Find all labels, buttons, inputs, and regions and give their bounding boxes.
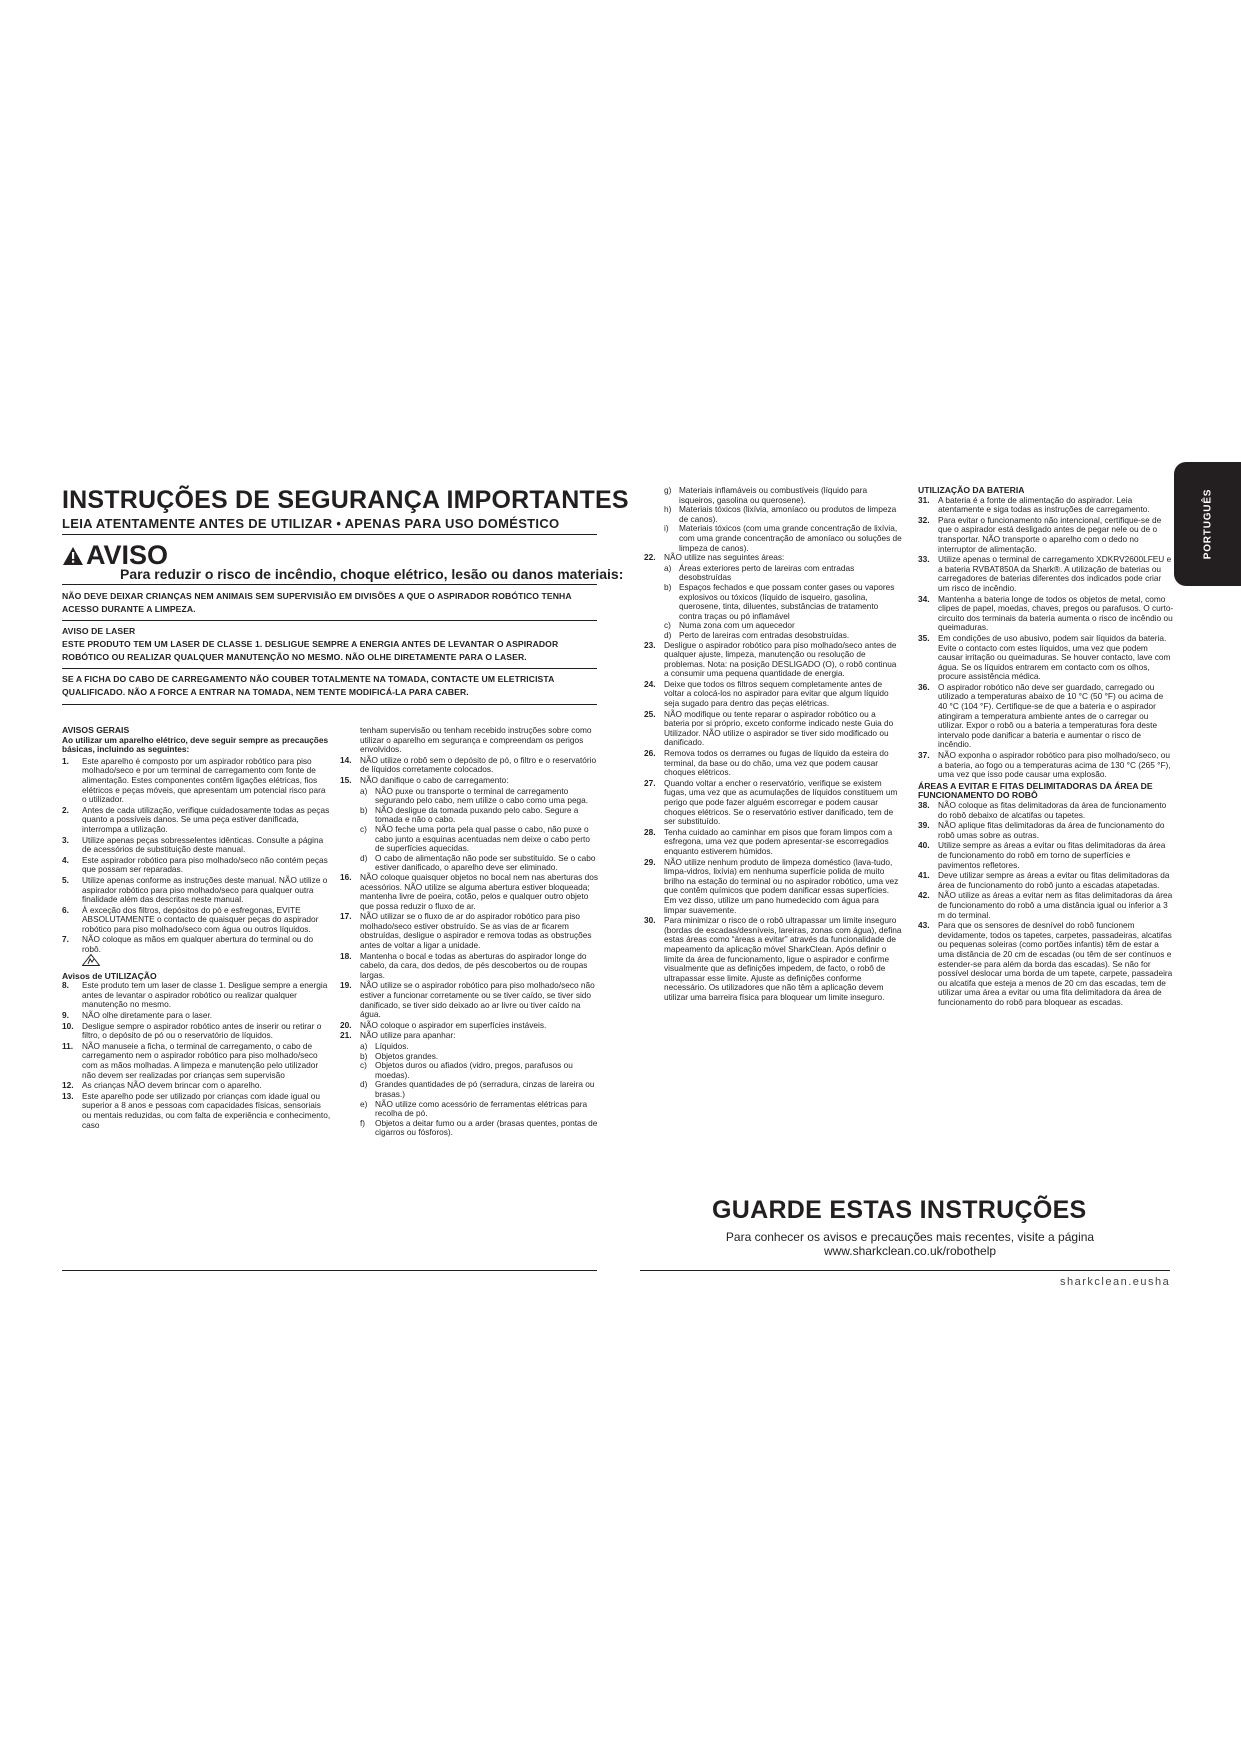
item-number: 38. bbox=[918, 800, 930, 810]
list-item bbox=[918, 821, 1174, 840]
list-item bbox=[644, 828, 902, 857]
item-number: 29. bbox=[644, 856, 656, 867]
item-number: a) bbox=[360, 785, 368, 796]
list-item bbox=[62, 876, 332, 905]
section-heading: UTILIZAÇÃO DA BATERIA bbox=[918, 485, 1025, 495]
item-number: 20. bbox=[340, 1019, 352, 1030]
item-number: 37. bbox=[918, 750, 930, 761]
item-number: 24. bbox=[644, 678, 656, 689]
item-number: 42. bbox=[918, 890, 930, 901]
continued-text: tenham supervisão ou tenham recebido instruções sobre como utilizar o aparelho em segurança e compreendam os perigos envolvidos. bbox=[360, 725, 592, 755]
item-text: Materiais tóxicos (com uma grande concentração de lixívia, com uma grande concentração de amoníaco ou soluções de limpeza de canos). bbox=[679, 523, 902, 553]
item-number: d) bbox=[360, 1079, 368, 1090]
language-tab-label: PORTUGUÊS bbox=[1202, 488, 1213, 560]
sub-list-item bbox=[360, 1119, 598, 1138]
sub-list-item bbox=[360, 854, 598, 873]
section-heading: ÁREAS A EVITAR E FITAS DELIMITADORAS DA ÁREA DE FUNCIONAMENTO DO ROBÔ bbox=[918, 780, 1153, 801]
list-item bbox=[644, 916, 902, 1002]
item-text: NÃO utilize para apanhar: bbox=[360, 1030, 456, 1041]
warning-word: AVISO bbox=[86, 540, 169, 570]
sub-list-item bbox=[360, 825, 598, 854]
item-number: i) bbox=[664, 523, 669, 534]
item-number: 13. bbox=[62, 1090, 74, 1101]
item-number: 25. bbox=[644, 708, 656, 719]
item-number: 28. bbox=[644, 826, 656, 837]
section-heading: Avisos de UTILIZAÇÃO bbox=[62, 970, 157, 981]
plug-notice: SE A FICHA DO CABO DE CARREGAMENTO NÃO COUBER TOTALMENTE NA TOMADA, CONTACTE UM ELETRICISTA QUALIFICADO. NÃO A FORCE A ENTRAR NA TOMADA, NEM TENTE MODIFICÁ-LA PARA CABER. bbox=[62, 674, 555, 697]
list-item bbox=[62, 981, 332, 1010]
item-number: g) bbox=[664, 485, 672, 495]
item-text: Utilize sempre as áreas a evitar ou fitas delimitadoras da área de funcionamento do robô em torno de superfícies e pavimentos refletores. bbox=[938, 840, 1166, 870]
item-number: 18. bbox=[340, 950, 352, 961]
item-number: 19. bbox=[340, 980, 352, 991]
item-text: NÃO olhe diretamente para o laser. bbox=[82, 1010, 213, 1021]
item-text: À exceção dos filtros, depósitos do pó e esfregonas, EVITE ABSOLUTAMENTE o contacto de quaisquer peças do aspirador robótico para piso molhado/seco com água ou outros líquidos. bbox=[82, 904, 319, 934]
list-item bbox=[340, 952, 598, 981]
list-item bbox=[62, 1042, 332, 1080]
item-number: 10. bbox=[62, 1020, 74, 1031]
divider bbox=[62, 704, 597, 705]
item-number: 9. bbox=[62, 1010, 69, 1021]
item-number: b) bbox=[664, 581, 672, 592]
item-text: NÃO utilize as áreas a evitar nem as fitas delimitadoras da área de funcionamento do robô a uma distância igual ou inferior a 3 m do terminal. bbox=[938, 890, 1173, 920]
item-text: Para evitar o funcionamento não intencional, certifique-se de que o aspirador está desligado antes de pegar nele ou de o transportar. NÃO transporte o aparelho com o dedo no interruptor de alimentação. bbox=[938, 514, 1162, 554]
item-number: 33. bbox=[918, 554, 930, 565]
item-text: Utilize apenas o terminal de carregamento XDKRV2600LFEU e a bateria RVBAT850A da Shark®. A utilização de baterias ou carregadores de baterias diferentes dos indicados pode criar um risco de incêndio. bbox=[938, 554, 1172, 593]
list-item bbox=[644, 749, 902, 778]
list-item bbox=[918, 841, 1174, 870]
list-item bbox=[340, 1031, 598, 1041]
item-number: c) bbox=[360, 1060, 367, 1071]
list-item bbox=[918, 516, 1174, 554]
page-subtitle: LEIA ATENTAMENTE ANTES DE UTILIZAR • APENAS PARA USO DOMÉSTICO bbox=[62, 516, 560, 531]
item-text: NÃO aplique fitas delimitadoras da área de funcionamento do robô umas sobre as outras. bbox=[938, 820, 1165, 840]
website-tagline: Para conhecer os avisos e precauções mais recentes, visite a página www.sharkclean.co.uk/robothelp bbox=[725, 1230, 1095, 1258]
site-footer: sharkclean.eusha bbox=[1060, 1276, 1171, 1288]
item-number: 27. bbox=[644, 777, 656, 788]
divider bbox=[640, 1270, 1170, 1271]
item-text: Em condições de uso abusivo, podem sair líquidos da bateria. Evite o contacto com estes líquidos, uma vez que podem causar irritação ou queimaduras. Se houver contacto, lave com água. Se os líquidos entrarem em contacto com os olhos, procure assistência médica. bbox=[938, 632, 1171, 682]
item-number: 17. bbox=[340, 911, 352, 922]
list-item bbox=[340, 776, 598, 786]
item-number: 26. bbox=[644, 748, 656, 759]
column-usage-warnings bbox=[340, 726, 598, 1138]
list-item bbox=[340, 756, 598, 775]
item-text: Materiais inflamáveis ou combustíveis (líquido para isqueiros, gasolina ou querosene). bbox=[679, 485, 868, 505]
item-text: Objetos grandes. bbox=[375, 1050, 439, 1061]
sub-list-item bbox=[664, 583, 902, 621]
laser-notice-text: ESTE PRODUTO TEM UM LASER DE CLASSE 1. DESLIGUE SEMPRE A ENERGIA ANTES DE LEVANTAR O ASPIRADOR ROBÓTICO OU REALIZAR QUALQUER MANUTENÇÃO NO MESMO. NÃO OLHE DIRETAMENTE PARA O LASER. bbox=[62, 639, 559, 662]
item-number: 5. bbox=[62, 874, 69, 885]
item-text: Mantenha o bocal e todas as aberturas do aspirador longe do cabelo, da cara, dos dedos, de pés descobertos ou de roupas largas. bbox=[360, 950, 588, 980]
sub-list-item bbox=[664, 486, 902, 505]
item-text: Materiais tóxicos (lixívia, amoníaco ou produtos de limpeza de canos). bbox=[679, 504, 897, 524]
list-item bbox=[644, 710, 902, 748]
item-text: Grandes quantidades de pó (serradura, cinzas de lareira ou brasas.) bbox=[375, 1079, 595, 1099]
divider bbox=[62, 668, 597, 669]
item-number: 8. bbox=[62, 980, 69, 991]
list-item bbox=[644, 641, 902, 679]
hand-warning-row bbox=[82, 954, 332, 966]
divider bbox=[62, 1270, 597, 1271]
item-text: NÃO exponha o aspirador robótico para piso molhado/seco, ou a bateria, ao fogo ou a temperaturas acima de 130 °C (265 °F), uma vez que isso pode causar uma explosão. bbox=[938, 750, 1171, 780]
item-number: f) bbox=[360, 1117, 366, 1128]
item-text: NÃO danifique o cabo de carregamento: bbox=[360, 774, 509, 785]
item-text: Este aparelho é composto por um aspirador robótico para piso molhado/seco e por um terminal de carregamento com fonte de alimentação. Estes componentes contêm ligações elétricas, fios elétricos e peças móveis, que apresentam um potencial risco para o utilizador. bbox=[82, 755, 326, 805]
item-number: 12. bbox=[62, 1080, 74, 1091]
list-item bbox=[62, 1022, 332, 1041]
item-number: 14. bbox=[340, 754, 352, 765]
item-text: NÃO desligue da tomada puxando pelo cabo. Segure a tomada e não o cabo. bbox=[375, 804, 579, 825]
list-item bbox=[918, 871, 1174, 890]
item-text: Para que os sensores de desnível do robô funcionem devidamente, todos os tapetes, carpetes, passadeiras, alcatifas ou pequenas soleiras (como portões infantis) têm de estar a uma distância de 20 cm de escadas (ou têm de ser contínuos e estender-se para além da borda das escadas). Se não for possível deslocar uma borda de um tapete, carpete, passadeira ou alcatifa que esteja a menos de 20 cm das escadas, tem de utilizar uma área a evitar ou uma fita delimitadora da área de funcionamento do robô para bloquear as escadas. bbox=[938, 920, 1173, 1007]
hand-warning-icon bbox=[82, 954, 100, 966]
item-number: 3. bbox=[62, 834, 69, 845]
item-number: c) bbox=[664, 620, 671, 631]
list-item bbox=[340, 981, 598, 1019]
column-usage-continued bbox=[644, 486, 902, 1003]
list-item: 22. NÃO utilize nas seguintes áreas: bbox=[644, 552, 785, 563]
item-number: 34. bbox=[918, 593, 930, 604]
item-number: 15. bbox=[340, 774, 352, 785]
sub-list-item bbox=[360, 1100, 598, 1119]
section-heading: AVISOS GERAIS bbox=[62, 725, 130, 735]
list-item bbox=[62, 1011, 332, 1021]
item-number: b) bbox=[360, 804, 368, 815]
item-number: 35. bbox=[918, 632, 930, 643]
sub-list-item bbox=[360, 806, 598, 825]
item-number: a) bbox=[360, 1041, 368, 1051]
item-text: NÃO utilize nenhum produto de limpeza doméstico (lava-tudo, limpa-vidros, lixívia) em nenhuma superfície polida de muito brilho na estação do terminal ou no aspirador robótico, uma vez que contêm químicos que podem danificar essas superfícies. Em vez disso, utilize um pano humedecido com água para limpar suavemente. bbox=[664, 856, 899, 915]
list-item bbox=[918, 496, 1174, 515]
item-text: NÃO utilize se o aspirador robótico para piso molhado/seco não estiver a funcionar corretamente ou se tiver caído, se tiver sido danificado, se tiver sido deixado ao ar livre ou tiver caído na água. bbox=[360, 980, 595, 1020]
item-number: d) bbox=[664, 629, 672, 640]
item-text: Remova todos os derrames ou fugas de líquido da esteira do terminal, da base ou do chão, uma vez que podem causar choques elétricos. bbox=[664, 748, 889, 778]
item-number: 4. bbox=[62, 854, 69, 865]
item-text: Perto de lareiras com entradas desobstruídas. bbox=[679, 629, 850, 640]
list-item bbox=[340, 912, 598, 950]
item-text: Para minimizar o risco de o robô ultrapassar um limite inseguro (bordas de escadas/desníveis, lareiras, zonas com água), defina estas áreas como “áreas a evitar” através da funcionalidade de mapeamento da aplicação móvel SharkClean. Após definir o limite da área de funcionamento, ligue o aspirador e confirme visualmente que as definições impedem, de facto, o robô de ultrapassar esse limite. Ajuste as definições conforme necessário. Os utilizadores que não têm a aplicação devem utilizar uma barreira física para bloquear um limite inseguro. bbox=[664, 915, 902, 1002]
item-text: Líquidos. bbox=[375, 1041, 409, 1051]
list-item bbox=[340, 873, 598, 911]
children-notice: NÃO DEVE DEIXAR CRIANÇAS NEM ANIMAIS SEM SUPERVISIÃO EM DIVISÕES A QUE O ASPIRADOR ROBÓTICO TENHA ACESSO DURANTE A LIMPEZA. bbox=[62, 591, 572, 614]
item-text: NÃO puxe ou transporte o terminal de carregamento segurando pelo cabo, nem utilize o cabo como uma pega. bbox=[375, 785, 589, 806]
column-general-warnings bbox=[62, 726, 332, 1131]
divider bbox=[62, 534, 597, 535]
item-number: 16. bbox=[340, 871, 352, 882]
list-item bbox=[62, 1081, 332, 1091]
list-item bbox=[62, 757, 332, 805]
item-number: c) bbox=[360, 823, 367, 834]
list-item bbox=[644, 858, 902, 916]
column-battery bbox=[918, 486, 1174, 1008]
item-text: Utilize apenas peças sobresselentes idênticas. Consulte a página de acessórios de substituição deste manual. bbox=[82, 834, 324, 855]
item-text: Utilize apenas conforme as instruções deste manual. NÃO utilize o aspirador robótico para piso molhado/seco para qualquer outra finalidade além das descritas neste manual. bbox=[82, 874, 328, 905]
language-tab bbox=[1174, 462, 1241, 586]
item-text: Desligue o aspirador robótico para piso molhado/seco antes de qualquer ajuste, limpeza, manutenção ou resolução de problemas. Nota: na posição DESLIGADO (O), o robô continua a consumir uma pequena quantidade de energia. bbox=[664, 639, 897, 679]
warning-subheading: Para reduzir o risco de incêndio, choque elétrico, lesão ou danos materiais: bbox=[120, 566, 624, 582]
item-number: 23. bbox=[644, 639, 656, 650]
item-text: Numa zona com um aquecedor bbox=[679, 620, 795, 631]
item-text: NÃO manuseie a ficha, o terminal de carregamento, o cabo de carregamento nem o aspirador robótico para piso molhado/seco com as mãos molhadas. A limpeza e manutenção pelo utilizador não devem ser realizadas por crianças sem supervisão bbox=[82, 1040, 319, 1080]
item-text: A bateria é a fonte de alimentação do aspirador. Leia atentamente e siga todas as instruções de carregamento. bbox=[938, 494, 1150, 515]
section-intro: Ao utilizar um aparelho elétrico, deve seguir sempre as precauções básicas, incluindo as seguintes: bbox=[62, 734, 329, 755]
item-text: NÃO utilize o robô sem o depósito de pó, o filtro e o reservatório de líquidos corretamente colocados. bbox=[360, 754, 597, 775]
list-item bbox=[644, 680, 902, 709]
list-item bbox=[62, 836, 332, 855]
list-item bbox=[918, 595, 1174, 633]
sub-list-item bbox=[360, 1080, 598, 1099]
sub-list-item bbox=[360, 1061, 598, 1080]
item-text: Tenha cuidado ao caminhar em pisos que foram limpos com a esfregona, uma vez que podem apresentar-se escorregadios enquanto estiverem húmidos. bbox=[664, 826, 893, 856]
list-item bbox=[340, 1021, 598, 1031]
item-number: 21. bbox=[340, 1030, 352, 1041]
list-item bbox=[62, 906, 332, 935]
item-text: NÃO feche uma porta pela qual passe o cabo, não puxe o cabo junto a esquinas acentuadas nem deixe o cabo perto de superfícies aquecidas. bbox=[375, 823, 590, 854]
item-number: 7. bbox=[62, 934, 69, 945]
item-number: h) bbox=[664, 504, 672, 515]
sub-list-item bbox=[664, 505, 902, 524]
item-text: Quando voltar a encher o reservatório, verifique se existem fugas, uma vez que as acumulações de líquidos constituem um perigo que pode fazer alguém escorregar e podem causar choques elétricos. Se o reservatório estiver danificado, tem de ser substituído. bbox=[664, 777, 898, 827]
item-number: 36. bbox=[918, 681, 930, 692]
list-item bbox=[918, 921, 1174, 1007]
item-number: 31. bbox=[918, 494, 930, 505]
page-title: INSTRUÇÕES DE SEGURANÇA IMPORTANTES bbox=[62, 486, 629, 514]
item-text: O cabo de alimentação não pode ser substituído. Se o cabo estiver danificado, o aparelho deve ser eliminado. bbox=[375, 852, 596, 873]
item-number: 41. bbox=[918, 870, 930, 881]
item-text: Este aparelho pode ser utilizado por crianças com idade igual ou superior a 8 anos e pessoas com capacidades físicas, sensoriais ou mentais reduzidas, ou com falta de experiência e conhecimento, caso bbox=[82, 1090, 331, 1130]
item-text: Desligue sempre o aspirador robótico antes de inserir ou retirar o filtro, o depósito de pó ou o reservatório de líquidos. bbox=[82, 1020, 322, 1041]
item-text: Este produto tem um laser de classe 1. Desligue sempre a energia antes de levantar o aspirador robótico ou realizar qualquer manutenção no mesmo. bbox=[82, 980, 328, 1010]
item-text: Deve utilizar sempre as áreas a evitar ou fitas delimitadoras da área de funcionamento do robô junto a escadas atapetadas. bbox=[938, 870, 1170, 890]
save-instructions-title: GUARDE ESTAS INSTRUÇÕES bbox=[712, 1196, 1087, 1224]
list-item bbox=[918, 555, 1174, 593]
sub-list-item bbox=[360, 787, 598, 806]
item-number: 2. bbox=[62, 804, 69, 815]
item-text: As crianças NÃO devem brincar com o aparelho. bbox=[82, 1080, 262, 1091]
item-text: Objetos duros ou afiados (vidro, pregos, parafusos ou moedas). bbox=[375, 1060, 573, 1080]
item-number: 32. bbox=[918, 514, 930, 525]
list-item bbox=[918, 683, 1174, 750]
item-text: Este aspirador robótico para piso molhado/seco não contém peças que possam ser reparadas. bbox=[82, 854, 328, 875]
item-text: NÃO coloque as mãos em qualquer abertura do terminal ou do robô. bbox=[82, 934, 314, 955]
item-text: NÃO coloque o aspirador em superfícies instáveis. bbox=[360, 1019, 547, 1030]
item-text: Áreas exteriores perto de lareiras com entradas desobstruídas bbox=[679, 562, 855, 583]
laser-notice-heading: AVISO DE LASER bbox=[62, 626, 136, 636]
list-item bbox=[62, 806, 332, 835]
sub-list-item bbox=[664, 524, 902, 553]
item-text: Espaços fechados e que possam conter gases ou vapores explosivos ou tóxicos (líquido de isqueiro, gasolina, querosene, tinta, diluentes, substâncias de tratamento contra traças ou pó inflamável bbox=[679, 581, 895, 621]
item-text: Mantenha a bateria longe de todos os objetos de metal, como clipes de papel, moedas, chaves, pregos ou parafusos. O curto-circuito dos terminais da bateria aumenta o risco de incêndio ou queimaduras. bbox=[938, 593, 1174, 633]
item-text: NÃO coloque quaisquer objetos no bocal nem nas aberturas dos acessórios. NÃO utilize se alguma abertura estiver bloqueada; mantenha livre de poeira, cotão, pelos e qualquer outro objeto que possa reduzir o fluxo de ar. bbox=[360, 871, 598, 911]
list-item bbox=[644, 779, 902, 827]
item-number: e) bbox=[360, 1098, 368, 1109]
sub-list-item bbox=[664, 564, 902, 583]
item-text: Deixe que todos os filtros sequem completamente antes de voltar a colocá-los no aspirador para evitar que algum líquido seja sugado para dentro das peças elétricas. bbox=[664, 678, 889, 709]
list-item bbox=[62, 1092, 332, 1130]
item-number: 40. bbox=[918, 840, 930, 851]
item-text: Antes de cada utilização, verifique cuidadosamente todas as peças quanto a possíveis danos. Se uma peça estiver danificada, interrompa a utilização. bbox=[82, 804, 330, 834]
item-text: NÃO utilize como acessório de ferramentas elétricas para recolha de pó. bbox=[375, 1098, 588, 1119]
item-number: b) bbox=[360, 1050, 368, 1061]
item-text: NÃO coloque as fitas delimitadoras da área de funcionamento do robô debaixo de alcatifas ou tapetes. bbox=[938, 800, 1167, 820]
list-item bbox=[918, 751, 1174, 780]
item-number: a) bbox=[664, 562, 672, 573]
warning-triangle-icon bbox=[62, 546, 84, 566]
item-number: d) bbox=[360, 852, 368, 863]
item-text: NÃO modifique ou tente reparar o aspirador robótico ou a bateria por si próprio, exceto conforme indicado neste Guia do Utilizador. NÃO utilize o aspirador se tiver sido modificado ou danificado. bbox=[664, 708, 894, 748]
item-number: 43. bbox=[918, 920, 930, 931]
list-item bbox=[918, 891, 1174, 920]
list-item bbox=[918, 801, 1174, 820]
divider bbox=[62, 620, 597, 621]
list-item bbox=[918, 634, 1174, 682]
list-item bbox=[62, 935, 332, 954]
list-item bbox=[62, 856, 332, 875]
item-text: O aspirador robótico não deve ser guardado, carregado ou utilizado a temperaturas abaixo de 10 °C (50 °F) ou acima de 40 °C (104 °F). Certifique-se de que a bateria e o aspirador atingiram a temperatura ambiente antes de o carregar ou utilizar. Expor o robô ou a bateria a temperaturas fora deste intervalo pode danificar a bateria e aumentar o risco de incêndio. bbox=[938, 681, 1164, 750]
divider bbox=[62, 584, 597, 585]
item-number: 11. bbox=[62, 1040, 74, 1051]
item-number: 1. bbox=[62, 755, 69, 766]
item-number: 6. bbox=[62, 904, 69, 915]
item-text: Objetos a deitar fumo ou a arder (brasas quentes, pontas de cigarros ou fósforos). bbox=[375, 1117, 598, 1138]
item-text: NÃO utilizar se o fluxo de ar do aspirador robótico para piso molhado/seco estiver obstruído. Se as vias de ar ficarem obstruídas, desligue o aspirador e remova todas as obstruções antes de voltar a ligar a unidade. bbox=[360, 911, 592, 951]
item-number: 30. bbox=[644, 915, 656, 926]
item-number: 39. bbox=[918, 820, 930, 831]
